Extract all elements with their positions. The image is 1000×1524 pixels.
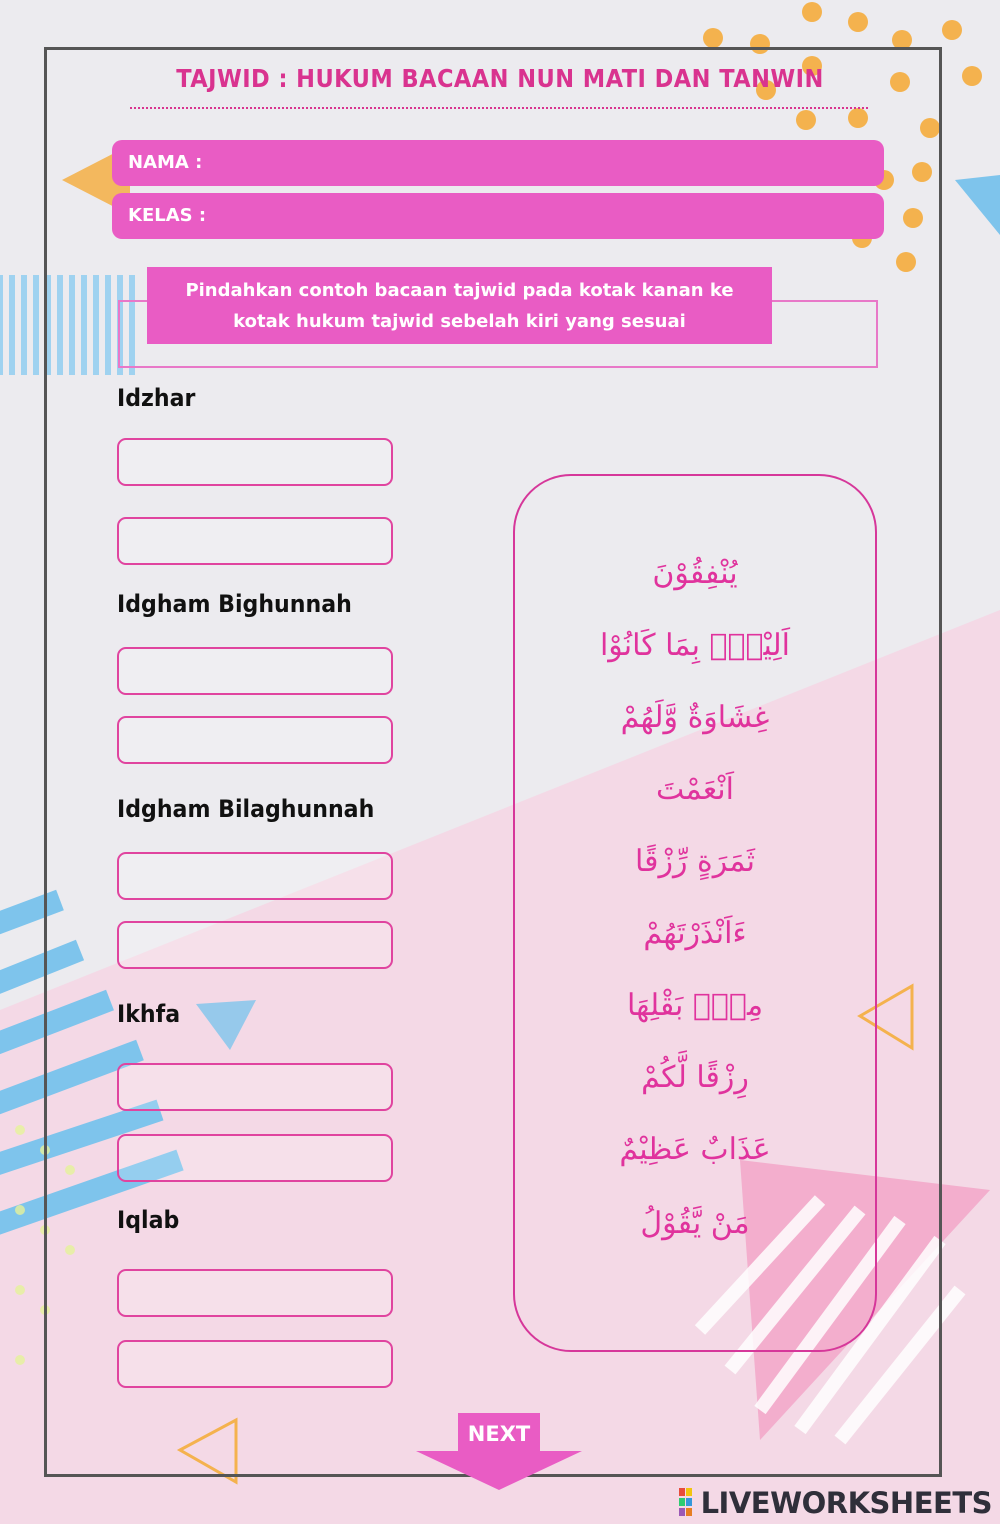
category-idgham-bighunnah: Idgham Bighunnah: [117, 590, 352, 618]
drop-slot-idgham-bilaghunnah-2[interactable]: [117, 921, 393, 969]
drop-slot-ikhfa-1[interactable]: [117, 1063, 393, 1111]
word-item[interactable]: اَلِيْمٌۢ بِمَا كَانُوْا: [599, 628, 791, 663]
word-item[interactable]: غِشَاوَةٌ وَّلَهُمْ: [620, 700, 770, 735]
brand-logo: [679, 1486, 992, 1520]
brand-text: LIVEWORKSHEETS: [700, 1486, 992, 1520]
title-divider: [130, 107, 868, 109]
word-item[interactable]: رِزْقًا لَّكُمْ: [641, 1060, 749, 1095]
drop-slot-idgham-bighunnah-2[interactable]: [117, 716, 393, 764]
drop-slot-iqlab-2[interactable]: [117, 1340, 393, 1388]
word-item[interactable]: ءَاَنْذَرْتَهُمْ: [643, 916, 747, 951]
category-idzhar: Idzhar: [117, 384, 196, 412]
instruction-text: Pindahkan contoh bacaan tajwid pada kotak kanan ke kotak hukum tajwid sebelah kiri yang sesuai: [185, 279, 734, 332]
word-item[interactable]: مَنْ يَّقُوْلُ: [640, 1206, 750, 1241]
next-button[interactable]: NEXT: [467, 1422, 531, 1446]
category-idgham-bilaghunnah: Idgham Bilaghunnah: [117, 795, 375, 823]
drop-slot-iqlab-1[interactable]: [117, 1269, 393, 1317]
word-item[interactable]: ثَمَرَةٍ رِّزْقًا: [635, 844, 755, 879]
name-label: NAMA :: [128, 152, 203, 173]
drop-slot-idzhar-2[interactable]: [117, 517, 393, 565]
category-iqlab: Iqlab: [117, 1206, 180, 1234]
drop-slot-idzhar-1[interactable]: [117, 438, 393, 486]
drop-slot-idgham-bilaghunnah-1[interactable]: [117, 852, 393, 900]
word-item[interactable]: مِنْۢ بَقْلِهَا: [626, 988, 764, 1023]
drop-slot-ikhfa-2[interactable]: [117, 1134, 393, 1182]
category-ikhfa: Ikhfa: [117, 1000, 181, 1028]
word-item[interactable]: اَنْعَمْتَ: [656, 772, 734, 807]
liveworksheets-logo-icon: [679, 1488, 699, 1516]
class-field[interactable]: [112, 193, 884, 239]
word-item[interactable]: عَذَابٌ عَظِيْمٌ: [619, 1132, 771, 1167]
instruction-box: [147, 267, 772, 344]
class-label: KELAS :: [128, 205, 207, 226]
name-field[interactable]: [112, 140, 884, 186]
page-title: TAJWID : HUKUM BACAAN NUN MATI DAN TANWIN: [176, 64, 824, 93]
drop-slot-idgham-bighunnah-1[interactable]: [117, 647, 393, 695]
word-item[interactable]: يُنْفِقُوْنَ: [652, 556, 738, 591]
